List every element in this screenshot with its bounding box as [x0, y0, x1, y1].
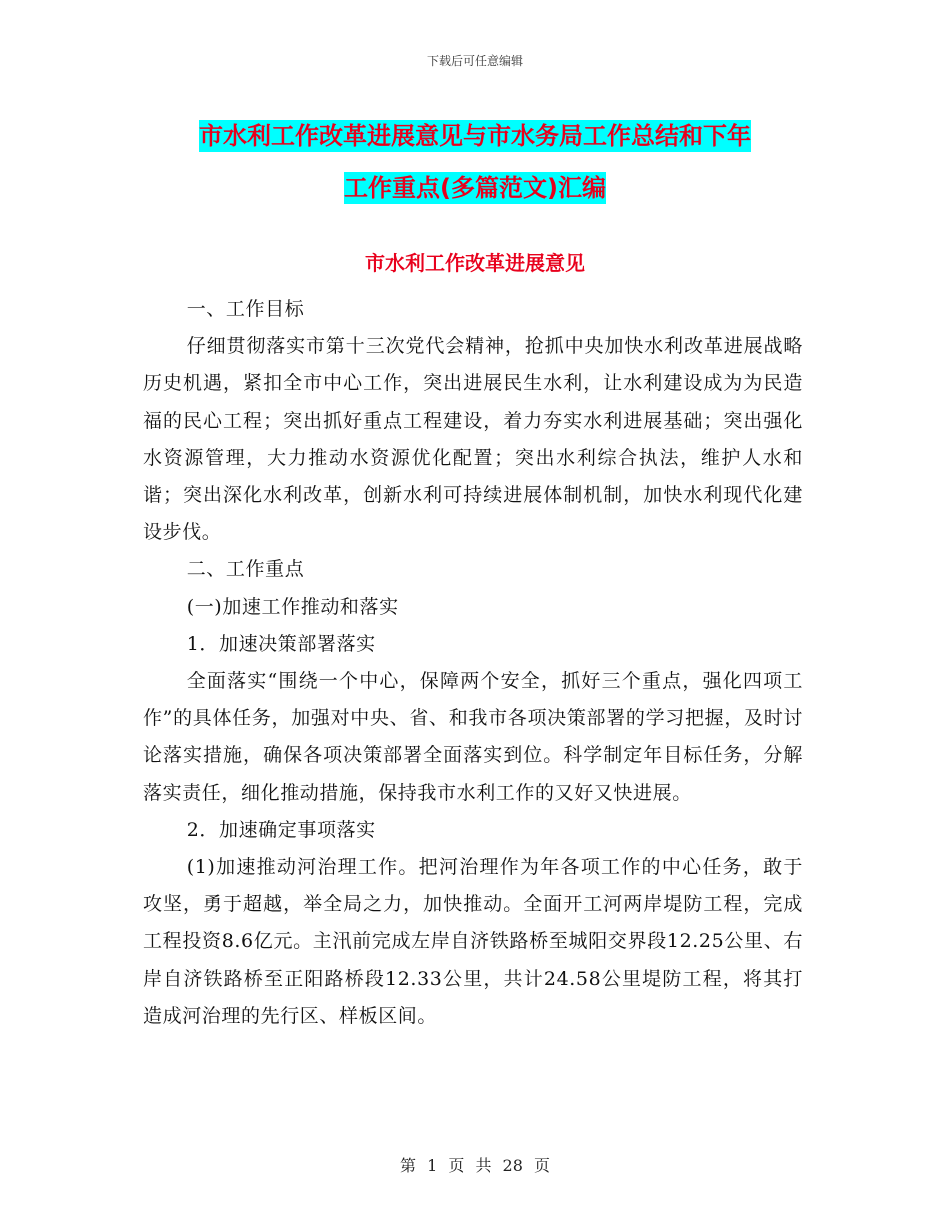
document-title: [0, 110, 950, 214]
header-note: 下载后可任意编辑: [426, 54, 523, 68]
title-line-2: 工作重点(多篇范文)汇编: [344, 174, 606, 202]
heading-work-goal: 一、工作目标: [186, 298, 305, 320]
page-footer: 第 1 页 共 28 页: [400, 1156, 550, 1175]
document-body: [143, 291, 803, 1035]
paragraph: 全面落实“围绕一个中心，保障两个安全，抓好三个重点，强化四项工作”的具体任务，加强对中央、省、和我市各项决策部署的学习把握，及时讨论落实措施，确保各项决策部署全面落实到位。科学制定年目标任务，分解落实责任，细化推动措施，保持我市水利工作的又好又快进展。: [143, 670, 803, 804]
heading-work-focus: 二、工作重点: [186, 558, 305, 581]
subheading: (一)加速工作推动和落实: [186, 595, 399, 618]
paragraph: (1)加速推动河治理工作。把河治理作为年各项工作的中心任务，敢于攻坚，勇于超越，举全局之力，加快推动。全面开工河两岸堤防工程，完成工程投资8.6亿元。主汛前完成左岸自济铁路桥至城阳交界段12.25公里、右岸自济铁路桥至正阳路桥段12.33公里，共计24.58公里堤防工程，将其打造成河治理的先行区、样板区间。: [143, 856, 803, 1027]
subheading: 1．加速决策部署落实: [186, 632, 376, 655]
paragraph: 仔细贯彻落实市第十三次党代会精神，抢抓中央加快水利改革进展战略历史机遇，紧扣全市中心工作，突出进展民生水利，让水利建设成为为民造福的民心工程；突出抓好重点工程建设，着力夯实水利进展基础；突出强化水资源管理，大力推动水资源优化配置；突出水利综合执法，维护人水和谐；突出深化水利改革，创新水利可持续进展体制机制，加快水利现代化建设步伐。: [143, 335, 803, 544]
title-line-1: 市水利工作改革进展意见与市水务局工作总结和下年: [199, 122, 751, 150]
subheading: 2．加速确定事项落实: [186, 818, 376, 841]
section-title: 市水利工作改革进展意见: [365, 251, 585, 275]
